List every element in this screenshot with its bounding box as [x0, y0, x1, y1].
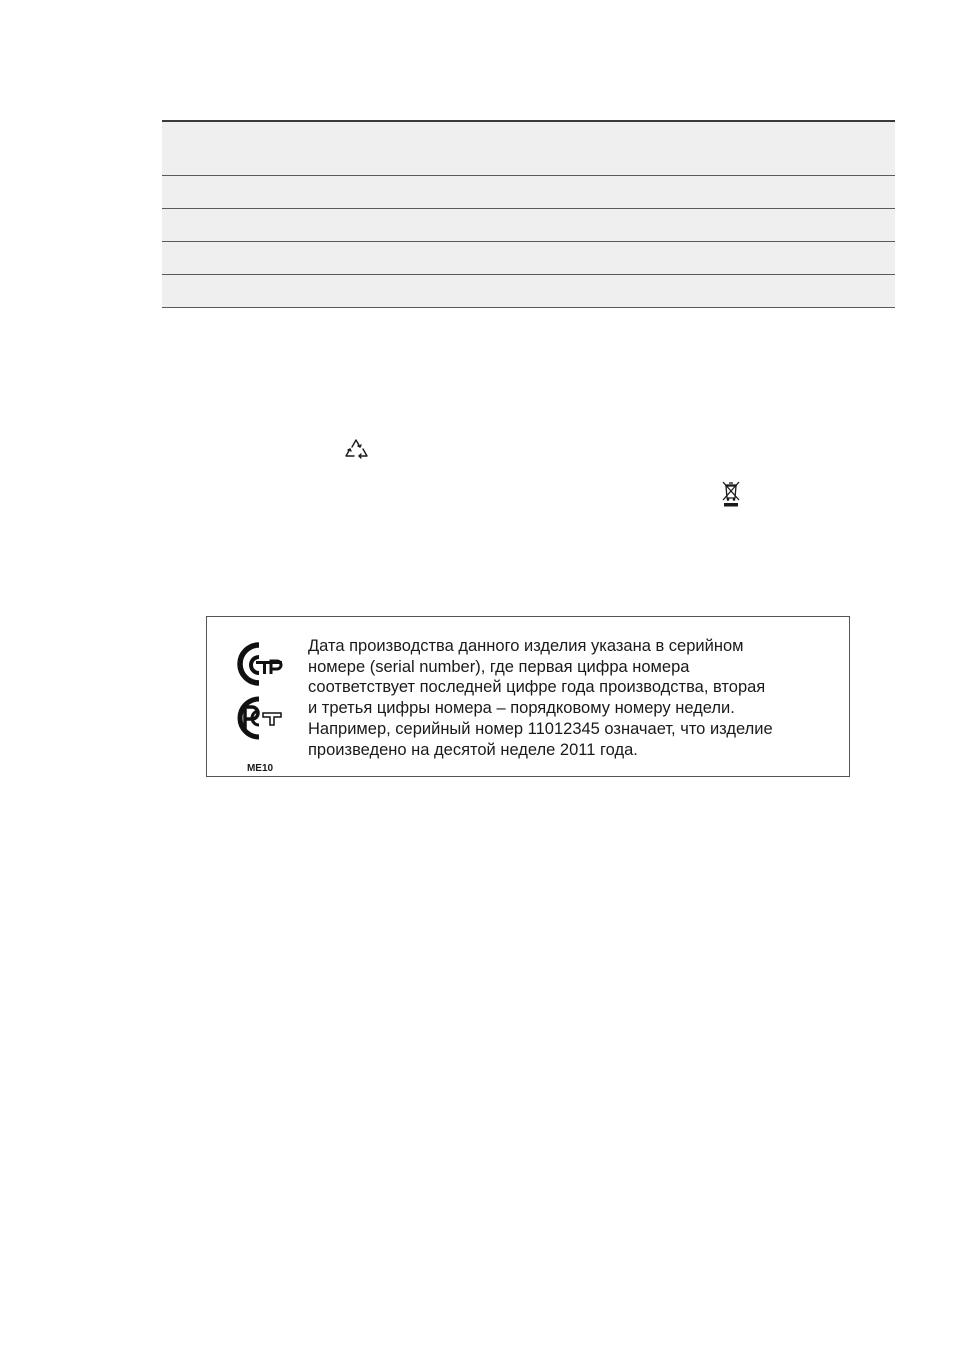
table-row: [162, 209, 895, 242]
data-table: [162, 120, 895, 308]
text-line: Например, серийный номер 11012345 означает, что изделие: [308, 719, 773, 738]
table-row: [162, 176, 895, 209]
gost-certification-mark-icon: [229, 637, 291, 757]
mark-code-label: ME10: [246, 763, 274, 774]
crossed-out-bin-icon: [719, 478, 743, 508]
table-row: [162, 275, 895, 308]
manufacture-date-text: [308, 636, 838, 760]
table-row: [162, 242, 895, 275]
text-line: и третья цифры номера – порядковому номеру недели.: [308, 699, 735, 718]
text-line: номере (serial number), где первая цифра номера: [308, 657, 690, 676]
text-line: произведено на десятой неделе 2011 года.: [308, 740, 638, 759]
certification-marks: [229, 637, 291, 774]
manufacture-date-notice: [206, 616, 850, 777]
text-line: соответствует последней цифре года производства, вторая: [308, 678, 766, 697]
table-header: [162, 120, 895, 176]
text-line: Дата производства данного изделия указана в серийном: [308, 637, 744, 655]
recycle-icon: [341, 435, 371, 465]
